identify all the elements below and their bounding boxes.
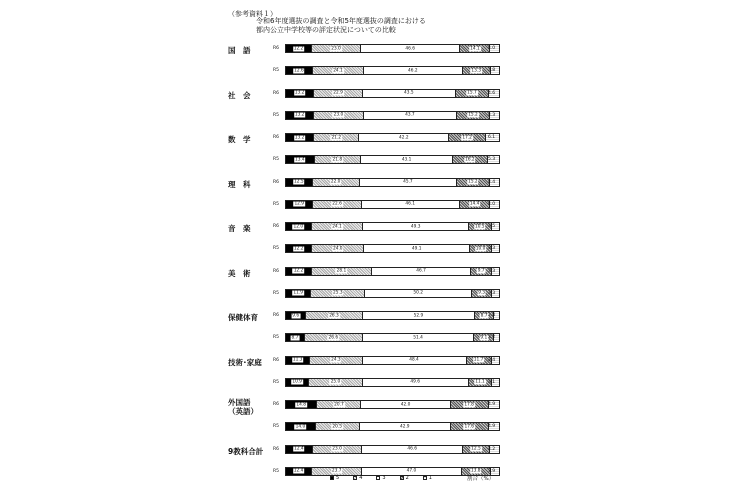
subject-label-line: 理 科 bbox=[228, 179, 251, 189]
chart-title-line-2: 都内公立中学校等の評定状況についての比較 bbox=[256, 26, 396, 34]
data-label: 4.4 bbox=[488, 179, 496, 185]
year-label: R5 bbox=[273, 112, 279, 118]
data-label: 26.6 bbox=[328, 335, 339, 340]
data-label: 17.2 bbox=[462, 135, 472, 140]
bar-segment-3 bbox=[362, 201, 460, 208]
legend-label-1: 1 bbox=[428, 475, 432, 481]
stacked-bar bbox=[285, 155, 500, 164]
bar-segment-4 bbox=[313, 446, 363, 453]
bar-segment-3 bbox=[364, 245, 470, 252]
data-label: 16.2 bbox=[465, 157, 475, 162]
legend-label-2: 2 bbox=[405, 475, 409, 481]
year-label: R6 bbox=[273, 446, 279, 452]
stacked-bar bbox=[285, 133, 500, 142]
data-label: 2.4 bbox=[488, 313, 496, 318]
year-label: R5 bbox=[273, 468, 279, 474]
stacked-bar bbox=[285, 400, 500, 409]
data-label: 10.5 bbox=[474, 224, 485, 229]
data-label: 14.0 bbox=[295, 424, 306, 429]
data-label: 42.2 bbox=[399, 135, 409, 140]
data-label: 24.1 bbox=[333, 68, 343, 73]
bar-segment-4 bbox=[312, 245, 364, 252]
data-label: 3.8 bbox=[488, 68, 496, 73]
data-label: 24.1 bbox=[332, 224, 342, 229]
data-label: 3.3 bbox=[488, 268, 496, 274]
data-label: 12.5 bbox=[294, 179, 304, 185]
bar-segment-5 bbox=[286, 179, 313, 186]
bar-segment-2 bbox=[460, 201, 491, 208]
bar-segment-5 bbox=[286, 223, 312, 230]
bar-segment-2 bbox=[451, 401, 489, 408]
data-label: 11.3 bbox=[292, 357, 303, 363]
subject-label-line: 保健体育 bbox=[228, 313, 258, 322]
data-label: 25.0 bbox=[330, 379, 341, 385]
bar-segment-4 bbox=[313, 201, 361, 208]
bar-segment-3 bbox=[364, 112, 458, 119]
bar-segment-3 bbox=[361, 401, 450, 408]
bar-segment-3 bbox=[363, 334, 475, 341]
data-label: 23.0 bbox=[333, 112, 344, 118]
year-label: R6 bbox=[273, 90, 279, 96]
stacked-bar bbox=[285, 111, 500, 120]
subject-label bbox=[228, 91, 251, 100]
bar-segment-2 bbox=[457, 112, 490, 119]
bar-segment-4 bbox=[313, 67, 364, 74]
bar-segment-3 bbox=[363, 357, 467, 364]
legend-swatch-1 bbox=[423, 476, 427, 480]
stacked-bar bbox=[285, 267, 500, 276]
data-label: 2.2 bbox=[488, 335, 496, 340]
year-label: R5 bbox=[273, 424, 279, 429]
data-label: 46.6 bbox=[407, 446, 417, 452]
data-label: 12.5 bbox=[471, 446, 481, 452]
legend-swatch-3 bbox=[376, 476, 380, 480]
data-label: 10.0 bbox=[475, 246, 486, 251]
data-label: 45.7 bbox=[403, 179, 413, 185]
data-label: 24.0 bbox=[332, 246, 343, 251]
stacked-bar bbox=[285, 178, 500, 187]
year-label: R5 bbox=[273, 246, 279, 251]
bar-segment-3 bbox=[360, 179, 458, 186]
data-label: 20.7 bbox=[334, 402, 344, 407]
legend-item-5 bbox=[330, 475, 339, 481]
subject-label-line: 外国語 bbox=[228, 398, 251, 407]
bar-segment-4 bbox=[313, 179, 360, 186]
legend-swatch-5 bbox=[330, 476, 334, 480]
bar-segment-5 bbox=[286, 401, 317, 408]
data-label: 46.1 bbox=[405, 201, 415, 207]
bar-segment-2 bbox=[460, 45, 490, 52]
data-label: 15.2 bbox=[468, 112, 478, 118]
subject-label bbox=[228, 398, 258, 416]
data-label: 12.9 bbox=[294, 201, 305, 207]
data-label: 4.9 bbox=[488, 424, 496, 429]
bar-segment-5 bbox=[286, 379, 309, 386]
bar-segment-5 bbox=[286, 45, 312, 52]
stacked-bar bbox=[285, 445, 500, 454]
bar-segment-2 bbox=[463, 446, 490, 453]
data-label: 51.4 bbox=[413, 335, 423, 340]
year-label: R5 bbox=[273, 379, 279, 385]
bar-segment-3 bbox=[362, 446, 463, 453]
bar-segment-5 bbox=[286, 423, 316, 430]
data-label: 50.2 bbox=[413, 290, 423, 296]
subject-label-line: 数 学 bbox=[228, 135, 251, 144]
bar-segment-2 bbox=[451, 423, 489, 430]
year-label: R6 bbox=[273, 46, 279, 51]
bar-segment-5 bbox=[286, 357, 310, 364]
year-label: R6 bbox=[273, 224, 279, 229]
data-label: 43.1 bbox=[401, 157, 412, 162]
data-label: 11.7 bbox=[473, 357, 484, 363]
data-label: 4.0 bbox=[488, 201, 496, 207]
data-label: 10.9 bbox=[292, 379, 302, 385]
bar-segment-5 bbox=[286, 245, 312, 252]
bar-segment-5 bbox=[286, 468, 312, 475]
stacked-bar bbox=[285, 89, 500, 98]
data-label: 28.1 bbox=[336, 268, 347, 274]
legend-swatch-2 bbox=[400, 476, 404, 480]
data-label: 52.9 bbox=[413, 313, 424, 318]
data-label: 6.1 bbox=[488, 135, 496, 140]
axis-unit-label: 割合（%） bbox=[467, 476, 495, 482]
bar-segment-3 bbox=[362, 468, 461, 475]
subject-label bbox=[228, 358, 262, 367]
bar-segment-4 bbox=[312, 468, 362, 475]
data-label: 3.1 bbox=[488, 379, 496, 385]
data-label: 9.6 bbox=[292, 313, 300, 318]
data-label: 13.2 bbox=[294, 90, 305, 96]
bar-segment-3 bbox=[364, 67, 462, 74]
data-label: 20.5 bbox=[332, 424, 342, 429]
stacked-bar bbox=[285, 356, 500, 365]
data-label: 24.3 bbox=[331, 357, 341, 363]
data-label: 13.2 bbox=[294, 135, 305, 140]
subject-label bbox=[228, 224, 251, 233]
data-label: 22.0 bbox=[330, 179, 341, 185]
data-label: 12.4 bbox=[293, 468, 304, 474]
subject-label-line: 国 語 bbox=[228, 46, 251, 55]
subject-label-line: 技術･家庭 bbox=[228, 357, 262, 367]
bar-segment-4 bbox=[312, 268, 372, 275]
bar-segment-5 bbox=[286, 134, 314, 141]
bar-segment-2 bbox=[457, 179, 489, 186]
data-label: 13.4 bbox=[295, 157, 305, 162]
bar-segment-5 bbox=[286, 334, 305, 341]
data-label: 4.6 bbox=[488, 90, 496, 96]
bar-segment-4 bbox=[315, 156, 362, 163]
subject-label bbox=[228, 269, 251, 278]
stacked-bar bbox=[285, 244, 500, 253]
subject-label-line: （英語） bbox=[228, 407, 258, 416]
reference-label: （参考資料１） bbox=[228, 10, 277, 18]
stacked-bar bbox=[285, 311, 500, 320]
data-label: 26.3 bbox=[329, 313, 339, 318]
legend-label-4: 4 bbox=[359, 475, 363, 481]
data-label: 9.1 bbox=[480, 335, 488, 340]
legend-label-5: 5 bbox=[336, 475, 340, 481]
subject-label-line: 9教科合計 bbox=[228, 446, 264, 456]
data-label: 12.2 bbox=[293, 46, 304, 51]
stacked-bar bbox=[285, 378, 500, 387]
legend-item-2 bbox=[400, 475, 409, 481]
bar-segment-3 bbox=[361, 156, 453, 163]
subject-label-line: 音 楽 bbox=[228, 224, 251, 233]
data-label: 15.7 bbox=[467, 90, 477, 96]
stacked-bar bbox=[285, 222, 500, 231]
subject-label-line: 美 術 bbox=[228, 268, 251, 278]
data-label: 13.3 bbox=[471, 68, 482, 73]
data-label: 4.9 bbox=[488, 402, 496, 407]
data-label: 42.9 bbox=[399, 424, 410, 429]
legend-item-1 bbox=[423, 475, 432, 481]
bar-segment-5 bbox=[286, 312, 306, 319]
bar-segment-5 bbox=[286, 290, 311, 297]
data-label: 49.3 bbox=[410, 224, 421, 229]
bar-segment-2 bbox=[449, 134, 486, 141]
bar-segment-3 bbox=[359, 134, 449, 141]
year-label: R6 bbox=[273, 357, 279, 363]
data-label: 12.4 bbox=[294, 446, 304, 452]
data-label: 21.2 bbox=[331, 135, 342, 140]
bar-segment-4 bbox=[314, 90, 363, 97]
data-label: 22.6 bbox=[332, 201, 342, 207]
bar-segment-3 bbox=[360, 423, 451, 430]
bar-segment-4 bbox=[310, 357, 362, 364]
subject-label bbox=[228, 46, 251, 55]
year-label: R5 bbox=[273, 201, 279, 207]
data-label: 49.6 bbox=[410, 379, 420, 385]
bar-segment-4 bbox=[316, 423, 360, 430]
bar-segment-3 bbox=[365, 290, 472, 297]
data-label: 3.9 bbox=[488, 468, 496, 474]
bar-segment-3 bbox=[372, 268, 471, 275]
data-label: 43.7 bbox=[405, 112, 415, 118]
data-label: 11.9 bbox=[293, 290, 303, 296]
year-label: R5 bbox=[273, 290, 279, 296]
stacked-bar bbox=[285, 200, 500, 209]
stacked-bar bbox=[285, 289, 500, 298]
legend-item-4 bbox=[353, 475, 362, 481]
data-label: 12.0 bbox=[293, 224, 304, 229]
bar-segment-4 bbox=[312, 45, 361, 52]
bar-segment-4 bbox=[314, 112, 363, 119]
bar-segment-4 bbox=[306, 312, 362, 319]
bar-segment-5 bbox=[286, 112, 314, 119]
bar-segment-4 bbox=[309, 379, 362, 386]
subject-label bbox=[228, 313, 258, 322]
data-label: 25.3 bbox=[332, 290, 343, 296]
bar-segment-3 bbox=[363, 90, 456, 97]
data-label: 3.5 bbox=[488, 224, 496, 229]
year-label: R5 bbox=[273, 157, 279, 162]
bar-segment-5 bbox=[286, 446, 313, 453]
data-label: 15.2 bbox=[468, 179, 478, 185]
data-label: 14.8 bbox=[296, 402, 307, 407]
data-label: 47.0 bbox=[406, 468, 417, 474]
data-label: 14.1 bbox=[470, 46, 480, 51]
bar-segment-3 bbox=[361, 45, 460, 52]
bar-segment-4 bbox=[312, 223, 364, 230]
bar-segment-5 bbox=[286, 90, 314, 97]
bar-segment-5 bbox=[286, 67, 313, 74]
data-label: 5.3 bbox=[488, 157, 496, 162]
year-label: R6 bbox=[273, 135, 279, 140]
data-label: 43.5 bbox=[404, 90, 414, 96]
data-label: 49.1 bbox=[411, 246, 422, 251]
stacked-bar bbox=[285, 333, 500, 342]
bar-segment-4 bbox=[311, 290, 365, 297]
subject-label bbox=[228, 447, 263, 456]
data-label: 3.3 bbox=[488, 246, 496, 251]
data-label: 13.2 bbox=[294, 112, 305, 118]
chart-title-line-1: 令和6年度選抜の調査と令和5年度選抜の調査における bbox=[256, 17, 426, 25]
bar-segment-4 bbox=[305, 334, 363, 341]
bar-segment-5 bbox=[286, 156, 315, 163]
data-label: 11.1 bbox=[475, 379, 485, 385]
legend bbox=[330, 475, 432, 481]
bar-segment-5 bbox=[286, 201, 313, 208]
chart-title bbox=[256, 17, 426, 35]
bar-segment-4 bbox=[317, 401, 361, 408]
bar-segment-2 bbox=[456, 90, 489, 97]
bar-segment-3 bbox=[363, 312, 476, 319]
data-label: 46.2 bbox=[408, 68, 418, 73]
legend-label-3: 3 bbox=[382, 475, 386, 481]
data-label: 14.4 bbox=[469, 201, 480, 207]
data-label: 9.3 bbox=[478, 290, 485, 296]
data-label: 13.8 bbox=[470, 468, 481, 474]
data-label: 12.2 bbox=[293, 268, 304, 274]
data-label: 12.2 bbox=[293, 246, 304, 251]
data-label: 21.8 bbox=[332, 157, 343, 162]
data-label: 3.4 bbox=[488, 357, 496, 363]
data-label: 8.7 bbox=[480, 313, 488, 318]
legend-item-3 bbox=[376, 475, 385, 481]
data-label: 17.6 bbox=[464, 424, 475, 429]
bar-segment-2 bbox=[453, 156, 488, 163]
data-label: 46.7 bbox=[416, 268, 426, 274]
bar-segment-4 bbox=[314, 134, 359, 141]
bar-segment-2 bbox=[463, 67, 491, 74]
data-label: 48.4 bbox=[409, 357, 419, 363]
stacked-bar bbox=[285, 44, 500, 53]
year-label: R5 bbox=[273, 68, 279, 73]
data-label: 12.6 bbox=[294, 68, 304, 73]
subject-label-line: 社 会 bbox=[228, 90, 251, 100]
data-label: 4.0 bbox=[488, 46, 496, 51]
data-label: 4.2 bbox=[488, 446, 496, 452]
data-label: 3.3 bbox=[488, 290, 496, 296]
bar-segment-5 bbox=[286, 268, 312, 275]
year-label: R6 bbox=[273, 179, 279, 185]
data-label: 46.6 bbox=[405, 46, 416, 51]
year-label: R6 bbox=[273, 402, 279, 407]
bar-segment-3 bbox=[363, 379, 469, 386]
data-label: 23.7 bbox=[331, 468, 342, 474]
stacked-bar bbox=[285, 66, 500, 75]
year-label: R6 bbox=[273, 268, 279, 274]
data-label: 23.0 bbox=[331, 46, 341, 51]
data-label: 23.0 bbox=[332, 446, 342, 452]
stacked-bar bbox=[285, 422, 500, 431]
data-label: 4.3 bbox=[488, 112, 496, 118]
year-label: R6 bbox=[273, 313, 279, 318]
data-label: 22.9 bbox=[333, 90, 343, 96]
data-label: 42.0 bbox=[400, 402, 411, 407]
data-label: 17.8 bbox=[464, 402, 474, 407]
data-label: 8.7 bbox=[291, 335, 299, 340]
subject-label bbox=[228, 180, 251, 189]
bar-segment-3 bbox=[363, 223, 469, 230]
subject-label bbox=[228, 135, 251, 144]
legend-swatch-4 bbox=[353, 476, 357, 480]
year-label: R5 bbox=[273, 335, 279, 340]
data-label: 9.7 bbox=[477, 268, 485, 274]
